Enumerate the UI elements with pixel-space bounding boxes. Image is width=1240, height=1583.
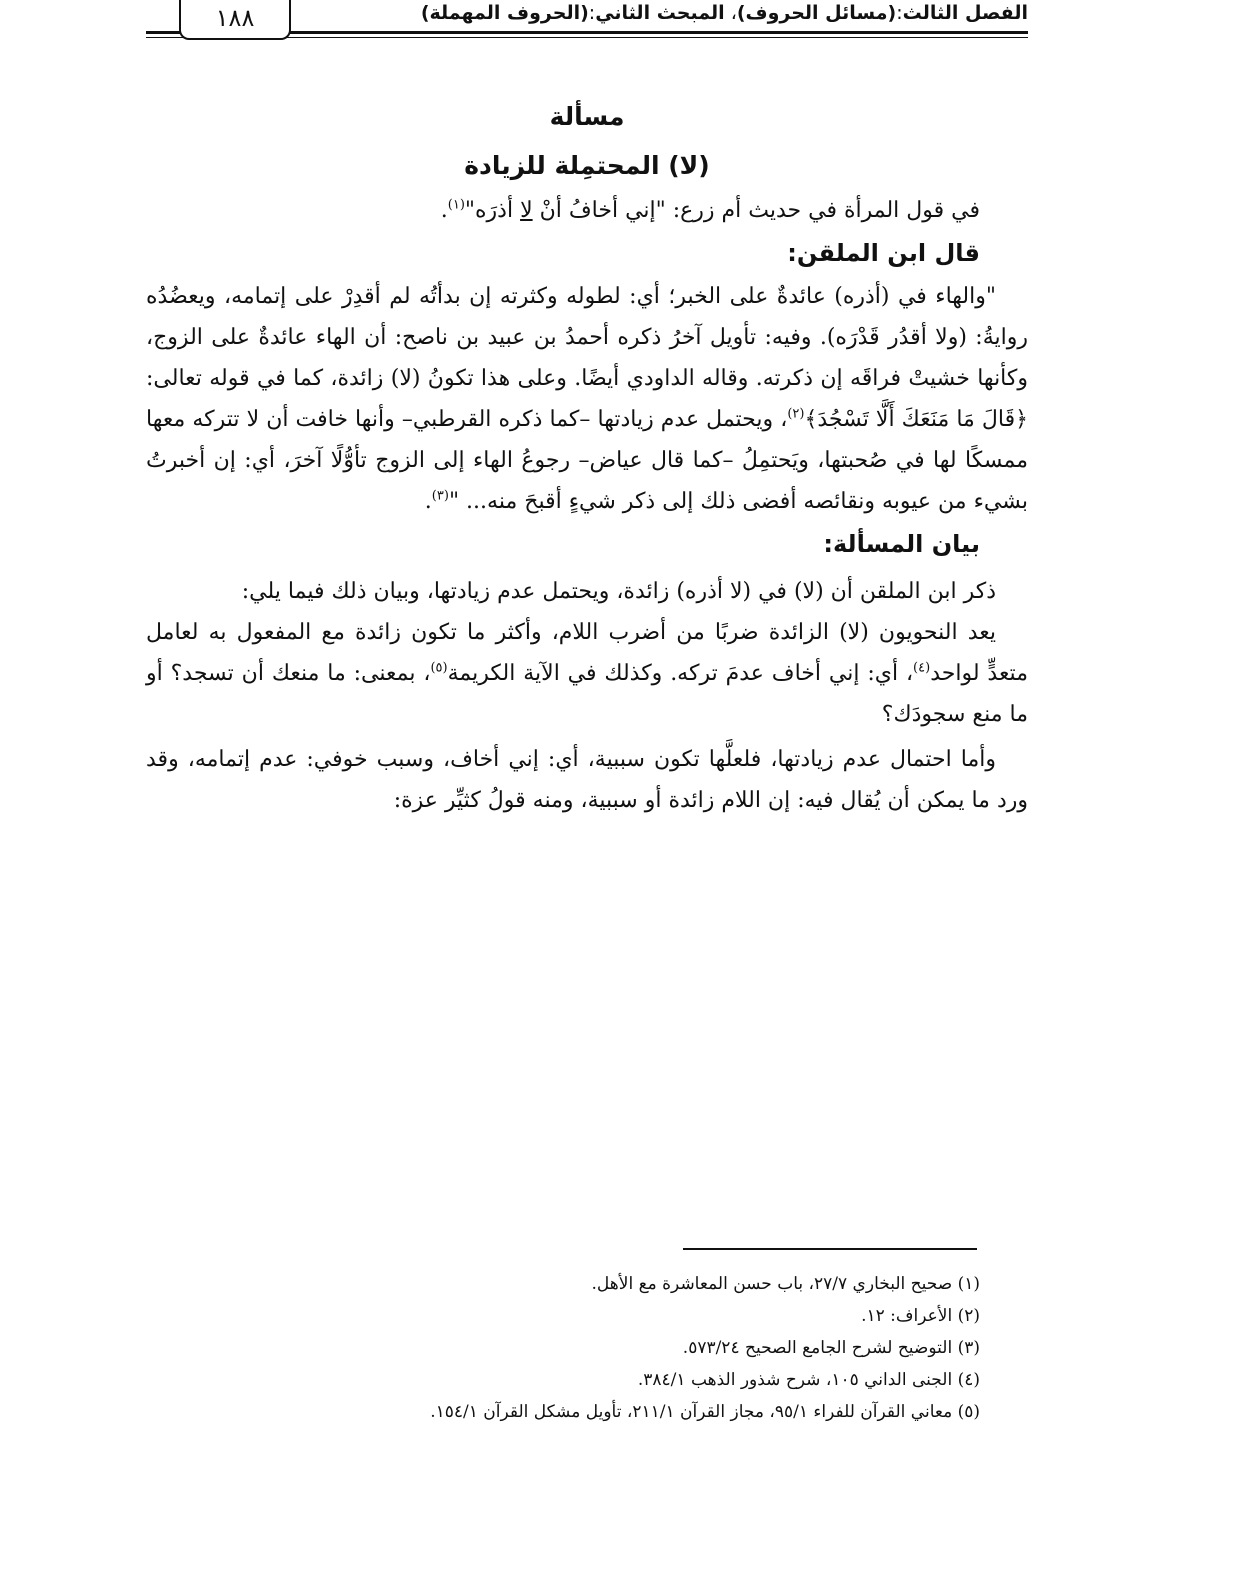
header-colon: : bbox=[896, 2, 903, 24]
running-header bbox=[146, 0, 1028, 46]
intro-text-end: أذرَه" bbox=[464, 198, 521, 223]
quote-text-2: ، ويحتمل عدم زيادتها –كما ذكره القرطبي– وأنها خافت أن لا تتركه معها ممسكًا لها في صُحبتها، ويَحتمِلُ –كما قال عياض– رجوعُ الهاء إلى الزوج تأوُّلًا آخرَ، أي: إن أخبرتُ بشيء من عيوبه ونقائصه أفضى ذلك إلى ذكر شيءٍ أقبحَ منه... " bbox=[146, 407, 1028, 514]
explanation-paragraph-1: ذكر ابن الملقن أن (لا) في (لا أذره) زائدة، ويحتمل عدم زيادتها، وبيان ذلك فيما يلي: bbox=[241, 579, 996, 604]
quote-paragraph bbox=[146, 276, 1028, 522]
page-number: ١٨٨ bbox=[179, 0, 291, 40]
explanation-paragraph-2 bbox=[146, 612, 1028, 735]
topic-label: (الحروف المهملة) bbox=[420, 2, 589, 24]
main-content bbox=[146, 96, 1028, 821]
footnote-4: (٤) الجنى الداني ١٠٥، شرح شذور الذهب ٣٨٤/١. bbox=[637, 1370, 980, 1390]
quote-heading: قال ابن الملقن: bbox=[787, 239, 980, 267]
intro-text: في قول المرأة في حديث أم زرع: "إني أخافُ أنْ bbox=[532, 198, 980, 223]
quote-text-1: "والهاء في (أذره) عائدةٌ على الخبر؛ أي: لطوله وكثرته إن بدأتُه لم أقدِرْ على إتمامه، ويعضُدُه روايةُ: (ولا أقدُر قَدْرَه). وفيه: تأويل آخرُ ذكره أحمدُ بن عبيد بن ناصح: أن الهاء عائدةٌ على الزوج، وكأنها خشيتْ فراقَه إن ذكرته. وقاله الداودي أيضًا. وعلى هذا تكونُ (لا) زائدة، كما في قوله تعالى: ﴿قَالَ مَا مَنَعَكَ أَلَّا تَسْجُدَ﴾ bbox=[146, 284, 1028, 432]
explanation-paragraph-3: وأما احتمال عدم زيادتها، فلعلَّها تكون سببية، أي: إني أخاف، وسبب خوفي: عدم إتمامه، وقد ورد ما يمكن أن يُقال فيه: إن اللام زائدة أو سببية، ومنه قولُ كثيِّر عزة: bbox=[146, 747, 1028, 813]
intro-period: . bbox=[440, 198, 448, 223]
part-label: (مسائل الحروف) bbox=[736, 2, 897, 24]
header-separator: ، bbox=[724, 2, 737, 24]
footnote-ref-4[interactable]: (٤) bbox=[913, 660, 931, 676]
footnote-3: (٣) التوضيح لشرح الجامع الصحيح ٥٧٣/٢٤. bbox=[682, 1338, 980, 1358]
chapter-label: الفصل الثالث bbox=[902, 2, 1028, 24]
footnote-2: (٢) الأعراف: ١٢. bbox=[861, 1306, 980, 1326]
explanation-text-3: ، بمعنى: ما منعك أن تسجد؟ أو ما منع سجودَك؟ bbox=[146, 661, 1028, 727]
footnotes bbox=[146, 1268, 1028, 1428]
footnote-5: (٥) معاني القرآن للفراء ٩٥/١، مجاز القرآن ٢١١/١، تأويل مشكل القرآن ١٥٤/١. bbox=[430, 1402, 980, 1422]
footnote-ref-5[interactable]: (٥) bbox=[430, 660, 448, 676]
running-header-title bbox=[421, 2, 1028, 24]
section-label-heading: مسألة bbox=[549, 102, 625, 131]
footnote-1: (١) صحيح البخاري ٢٧/٧، باب حسن المعاشرة مع الأهل. bbox=[591, 1274, 980, 1294]
quote-period: . bbox=[424, 489, 432, 514]
footnote-ref-2[interactable]: (٢) bbox=[787, 406, 805, 422]
footnote-separator bbox=[683, 1248, 977, 1250]
intro-paragraph bbox=[146, 190, 1028, 231]
explanation-text-2: ، أي: إني أخاف عدمَ تركه. وكذلك في الآية الكريمة bbox=[447, 661, 914, 686]
section-label: المبحث الثاني bbox=[595, 2, 725, 24]
footnote-ref-1[interactable]: (١) bbox=[447, 197, 465, 213]
footnote-ref-3[interactable]: (٣) bbox=[431, 488, 449, 504]
page-title: (لا) المحتمِلة للزيادة bbox=[464, 151, 710, 180]
explanation-heading: بيان المسألة: bbox=[823, 530, 980, 558]
explanation-text-1: يعد النحويون (لا) الزائدة ضربًا من أضرب اللام، وأكثر ما تكون زائدة مع المفعول به لعامل متعدٍّ لواحد bbox=[146, 620, 1028, 686]
header-colon: : bbox=[588, 2, 596, 24]
underlined-word: لا bbox=[520, 198, 533, 223]
